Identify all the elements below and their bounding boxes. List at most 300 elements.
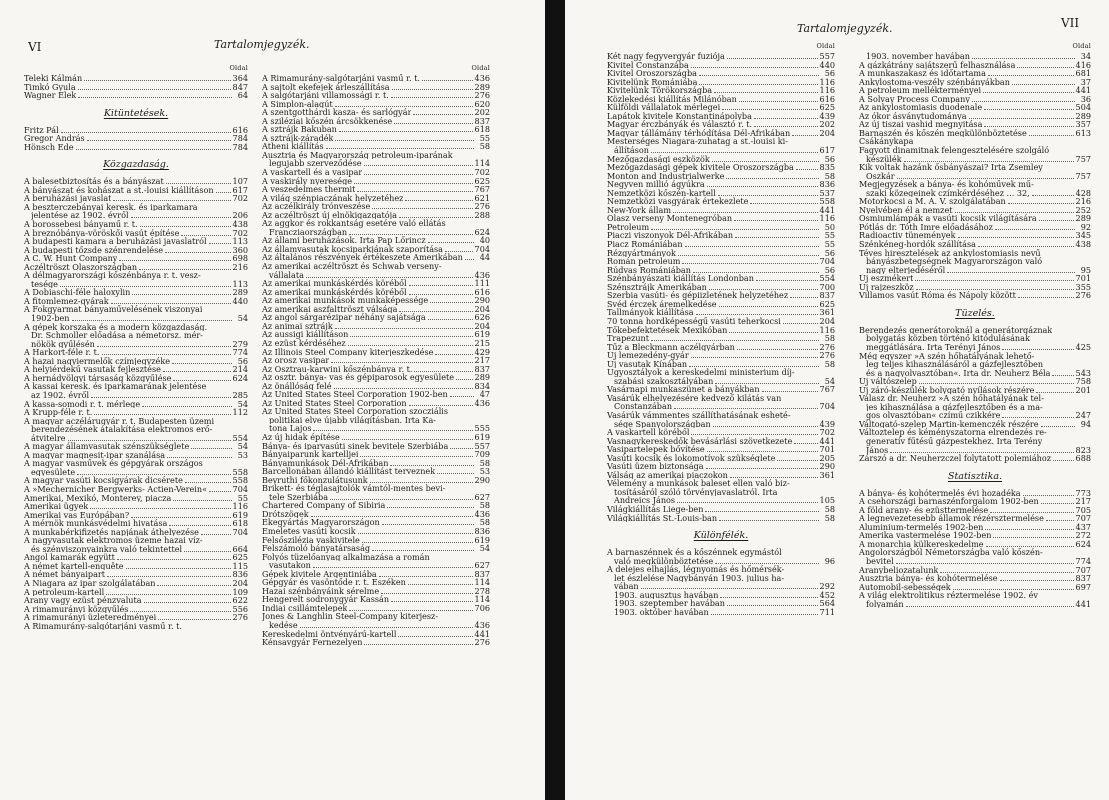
page-gutter — [545, 0, 565, 800]
entry-page-number: 617 — [819, 145, 835, 156]
index-entry — [607, 206, 835, 215]
dot-leader — [727, 53, 818, 59]
index-entry — [262, 100, 490, 109]
dot-leader — [72, 315, 232, 321]
entry-page-number: 56 — [824, 247, 835, 258]
running-head-right: Tartalomjegyzék. — [797, 22, 893, 35]
dot-leader — [445, 246, 473, 252]
dot-leader — [727, 600, 818, 606]
entry-page-number: 272 — [1075, 530, 1091, 541]
dot-leader — [990, 507, 1073, 513]
entry-page-number: 205 — [819, 452, 835, 463]
entry-title: Még egyszer »A szén hőhatályának lehető- — [859, 351, 1035, 361]
index-entry — [607, 172, 835, 181]
index-entry — [859, 249, 1091, 258]
index-entry — [859, 360, 1091, 369]
entry-page-number: 361 — [819, 307, 835, 318]
entry-title: Mezőgazdasági gépek kivitele Oroszországba — [607, 163, 794, 172]
entry-page-number: 64 — [237, 90, 248, 101]
index-entry — [24, 596, 248, 605]
entry-page-number: 214 — [232, 364, 248, 375]
index-entry — [859, 240, 1091, 249]
entry-title: Tűz a Bleckmann aczélgyárban — [607, 342, 735, 352]
entry-title: A Rimamurány-salgótarjáni vasmű r. t. — [262, 74, 420, 83]
dot-leader — [673, 207, 818, 213]
entry-page-number: 543 — [1075, 367, 1091, 378]
entry-title: A munkaszakasz és időtartama — [859, 69, 986, 78]
index-entry — [24, 305, 248, 314]
index-entry — [24, 605, 248, 614]
index-entry — [859, 146, 1091, 155]
index-entry — [859, 420, 1091, 429]
column-header-oldal: Oldal — [1072, 42, 1091, 50]
dot-leader — [958, 232, 1074, 238]
entry-page-number: 116 — [232, 501, 248, 512]
index-entry — [262, 245, 490, 254]
entry-title: Új rajzeszköz — [859, 282, 914, 292]
entry-title: Kereskedelmi öntvényárú-kartell — [262, 629, 397, 639]
index-entry — [859, 583, 1091, 592]
dot-leader — [209, 486, 231, 492]
entry-title: A fitomlemez-gyárak — [24, 296, 109, 306]
dot-leader — [409, 400, 473, 406]
dot-leader — [216, 187, 231, 193]
index-entry — [262, 236, 490, 245]
entry-page-number: 836 — [474, 525, 490, 536]
entry-title: A világ elektrolitikus réztermelése 1902. év — [859, 591, 1038, 600]
index-entry — [24, 280, 248, 289]
entry-page-number: 289 — [474, 81, 490, 92]
index-entry — [607, 394, 835, 403]
entry-title: Román petroleum — [607, 257, 681, 266]
index-entry — [262, 365, 490, 374]
entry-title: Hazai szénbányáink sérelme — [262, 586, 380, 596]
entry-title: Amerika vastermelése 1902-ben — [859, 531, 992, 540]
entry-page-number: 436 — [474, 73, 490, 83]
index-entry — [262, 604, 490, 613]
index-entry — [24, 417, 248, 426]
entry-title: A mérnök munkásvédelmi hivatása — [24, 519, 168, 528]
entry-title: egyesülete — [31, 467, 76, 477]
dot-leader — [682, 258, 817, 264]
index-entry — [607, 343, 835, 352]
index-entry — [859, 394, 1091, 403]
dot-leader — [712, 156, 819, 162]
index-entry — [859, 369, 1091, 378]
entry-page-number: 34 — [1080, 51, 1091, 61]
entry-page-number: 617 — [232, 184, 248, 195]
entry-title: Rézgyártmányok — [607, 248, 676, 258]
entry-page-number: 707 — [1075, 513, 1091, 524]
index-entry — [262, 424, 490, 433]
entry-title: Az aggkor és rokkantság esetére való ellátás — [262, 219, 446, 228]
entry-title: A barnaszénnek és a kőszénnek egymástól — [607, 548, 782, 557]
dot-leader — [350, 331, 472, 337]
entry-title: és a nagyolvasztóban«. Irta dr. Neuherz Béla — [866, 368, 1051, 378]
entry-title: gos olvasztóban« czímű czikkére — [866, 411, 1001, 420]
entry-title: A C. W. Hunt Company — [24, 254, 118, 263]
entry-title: Az új tiszai vashid megnyitása — [859, 120, 983, 129]
entry-page-number: 276 — [232, 612, 248, 623]
dot-leader — [326, 143, 474, 149]
dot-leader — [172, 358, 232, 364]
entry-title: Szénbányászati kiállítás Londonban — [607, 274, 754, 283]
entry-page-number: 114 — [474, 577, 490, 588]
entry-title: Petroleum — [607, 222, 650, 232]
index-entry — [859, 574, 1091, 583]
dot-leader — [313, 425, 472, 431]
entry-page-number: 704 — [819, 256, 835, 267]
entry-title: 1902-ben — [31, 314, 70, 323]
index-entry — [24, 476, 248, 485]
dot-leader — [651, 224, 819, 230]
dot-leader — [699, 79, 817, 85]
index-entry — [607, 411, 835, 420]
entry-title: A nagyvasutak elektromos üzeme hazai víz- — [24, 536, 203, 545]
index-entry — [262, 612, 490, 621]
dot-leader — [677, 497, 817, 503]
dot-leader — [391, 92, 473, 98]
entry-page-number: 58 — [824, 358, 835, 369]
index-entry — [24, 494, 248, 503]
entry-page-number: 664 — [232, 543, 248, 554]
entry-title: Fagyott dinamitnak felengesztelésére szolgáló — [859, 146, 1050, 155]
entry-page-number: 625 — [819, 298, 835, 309]
index-entry — [262, 151, 490, 160]
entry-page-number: 55 — [237, 492, 248, 503]
index-entry — [607, 488, 835, 497]
index-entry — [262, 228, 490, 237]
index-entry — [24, 340, 248, 349]
entry-title: Mezőgazdasági eszközök — [607, 154, 710, 164]
dot-leader — [306, 272, 473, 278]
dot-leader — [97, 341, 231, 347]
index-entry — [262, 296, 490, 305]
dot-leader — [364, 639, 472, 645]
dot-leader — [794, 438, 817, 444]
index-entry — [24, 588, 248, 597]
index-entry — [24, 254, 248, 263]
index-entry — [24, 613, 248, 622]
index-entry — [859, 489, 1091, 498]
index-entry — [24, 425, 248, 434]
entry-title: Új eszmékert — [859, 274, 914, 283]
index-entry — [859, 223, 1091, 232]
dot-leader — [972, 53, 1075, 59]
dot-leader — [372, 203, 472, 209]
entry-title: A monarchia külkereskedelme — [859, 539, 984, 549]
entry-page-number: 345 — [1075, 230, 1091, 241]
entry-title: A balesetbiztosítás és a bányászat — [24, 177, 164, 186]
entry-title: Wagner Elek — [24, 91, 77, 100]
index-entry — [859, 343, 1091, 352]
entry-title: A munkabérkifizetés napjának áthelyezése — [24, 527, 199, 537]
entry-page-number: 624 — [232, 372, 248, 383]
entry-title: szabási szakosztályában — [614, 376, 714, 386]
index-entry — [607, 479, 835, 488]
dot-leader — [1002, 412, 1073, 418]
entry-page-number: 54 — [237, 398, 248, 409]
index-entry — [607, 129, 835, 138]
entry-title: Új váltószelep — [859, 377, 917, 386]
entry-title: A német kartell-enquête — [24, 561, 124, 571]
entry-title: Brikett- és téglasajtolók vámtól-mentes bevi- — [262, 484, 446, 493]
entry-page-number: 116 — [819, 85, 835, 96]
index-entry — [24, 331, 248, 340]
entry-title: Az United States Steel Corporation szocziális — [262, 407, 449, 416]
dot-leader — [339, 126, 473, 132]
index-entry — [859, 52, 1091, 61]
dot-leader — [1032, 190, 1074, 196]
dot-leader — [953, 584, 1074, 590]
index-entry — [262, 416, 490, 425]
entry-page-number: 112 — [232, 407, 248, 418]
dot-leader — [1053, 455, 1074, 461]
index-entry — [262, 536, 490, 545]
entry-title: nökök gyűlésén — [31, 339, 95, 349]
dot-leader — [131, 212, 231, 218]
index-entry — [607, 95, 835, 104]
dot-leader — [362, 537, 473, 543]
dot-leader — [1039, 215, 1074, 221]
dot-leader — [357, 186, 472, 192]
entry-page-number: 37 — [1080, 76, 1091, 87]
entry-title: Svéd érczek áremelkedése — [607, 299, 717, 309]
entry-page-number: 276 — [474, 637, 490, 648]
entry-title: Az amerikai munkáskérdés köréből — [262, 287, 407, 297]
index-entry — [262, 356, 490, 365]
entry-page-number: 54 — [824, 375, 835, 386]
entry-title: vállalata — [269, 270, 304, 280]
entry-title: berendezésének átalakítása elektromos erő- — [31, 425, 213, 434]
entry-title: 70 tonna hordképességű vasúti teherkocsi — [607, 316, 781, 326]
index-entry — [262, 630, 490, 639]
index-entry — [607, 197, 835, 206]
dot-leader — [734, 215, 817, 221]
entry-title: Ügyosztályok a kereskedelmi ministerium díj- — [607, 368, 795, 377]
index-entry — [859, 155, 1091, 164]
dot-leader — [762, 386, 818, 392]
index-entry — [24, 579, 248, 588]
entry-page-number: 438 — [232, 219, 248, 230]
entry-title: Vasipartelepek bővítése — [607, 445, 705, 454]
dot-leader — [1046, 515, 1074, 521]
entry-title: politikai elve újabb világításban. Irta Ka- — [269, 415, 437, 425]
entry-page-number: 290 — [474, 474, 490, 485]
entry-title: A magyar vasúti kocsigyárak dicsérete — [24, 476, 183, 485]
entry-page-number: 564 — [819, 598, 835, 609]
entry-title: A rimamurányi közgyűlés — [24, 604, 129, 614]
index-entry — [262, 476, 490, 485]
entry-page-number: 706 — [474, 602, 490, 613]
index-entry — [262, 561, 490, 570]
entry-page-number: 701 — [819, 444, 835, 455]
entry-page-number: 558 — [232, 466, 248, 477]
index-entry — [24, 271, 248, 280]
index-entry — [24, 194, 248, 203]
index-entry — [607, 103, 835, 112]
entry-title: sége Spanyolországban — [614, 419, 711, 429]
entry-title: Vasárnapi munkaszünet a bányákban — [607, 385, 760, 394]
entry-title: A Harkort-féle r. t. — [24, 348, 100, 357]
dot-leader — [209, 238, 231, 244]
index-entry — [262, 527, 490, 536]
dot-leader — [372, 545, 474, 551]
entry-page-number: 429 — [474, 346, 490, 357]
dot-leader — [750, 198, 817, 204]
index-entry — [607, 69, 835, 78]
entry-title: bányászbetegségnek Magyarországon való — [866, 257, 1043, 266]
entry-title: A Niagara az ipar szolgálatában — [24, 578, 156, 588]
entry-page-number: 437 — [1075, 521, 1091, 532]
index-entry — [607, 231, 835, 240]
entry-title: Pótlás dr. Tóth Imre előadásához — [859, 222, 993, 232]
dot-leader — [719, 515, 819, 521]
index-entry — [262, 587, 490, 596]
dot-leader — [993, 532, 1073, 538]
entry-page-number: 438 — [1075, 239, 1091, 250]
entry-title: Az államvasutak kocsiparkjának szaporítása — [262, 244, 443, 254]
dot-leader — [983, 87, 1073, 93]
entry-title: A Dobiaschi-féle haloxylin — [24, 288, 131, 297]
entry-page-number: 54 — [237, 441, 248, 452]
entry-title: A gépek korszaka és a modern közgazdaság. — [24, 322, 208, 332]
index-entry — [607, 428, 835, 437]
entry-page-number: 289 — [232, 287, 248, 298]
index-entry — [607, 565, 835, 574]
index-entry — [607, 155, 835, 164]
entry-title: bolygatás közben történő kitódulásának — [866, 334, 1030, 343]
entry-title: A Rimamurány-salgótarjáni vasmű r. t. — [24, 621, 182, 631]
index-column-3 — [607, 40, 835, 800]
entry-page-number: 847 — [232, 81, 248, 92]
index-entry — [24, 211, 248, 220]
entry-page-number: 688 — [1075, 453, 1091, 464]
index-entry — [24, 391, 248, 400]
entry-title: A rimamurányi üzleteredményei — [24, 613, 157, 622]
index-entry — [607, 189, 835, 198]
index-entry — [24, 177, 248, 186]
entry-page-number: 204 — [474, 303, 490, 314]
index-entry — [262, 553, 490, 562]
index-entry — [24, 528, 248, 537]
index-entry — [262, 219, 490, 228]
entry-title: A veszedelmes thermit — [262, 185, 356, 194]
dot-leader — [651, 335, 819, 341]
entry-title: A sajtolt ekefejek árleszállítása — [262, 82, 390, 92]
entry-title: A Solvay Process Company — [859, 94, 970, 104]
entry-page-number: 292 — [819, 581, 835, 592]
index-entry — [24, 408, 248, 417]
index-entry — [859, 411, 1091, 420]
entry-title: Andreics János — [614, 496, 676, 505]
entry-page-number: 626 — [474, 312, 490, 323]
index-entry — [262, 407, 490, 416]
index-entry — [607, 557, 835, 566]
index-entry — [859, 129, 1091, 138]
dot-leader — [157, 580, 230, 586]
entry-title: Tallmányok kiállítása — [607, 308, 694, 317]
column-header-oldal: Oldal — [471, 64, 490, 72]
entry-page-number: 56 — [824, 68, 835, 79]
dot-leader — [783, 318, 818, 324]
dot-leader — [705, 506, 819, 512]
entry-title: A magyar aczélárugyár r. t. Budapesten üzemi — [24, 416, 215, 426]
index-entry — [24, 502, 248, 511]
dot-leader — [413, 109, 472, 115]
entry-page-number: 440 — [819, 59, 835, 70]
entry-page-number: 58 — [479, 457, 490, 468]
dot-leader — [342, 434, 473, 440]
entry-page-number: 204 — [819, 315, 835, 326]
dot-leader — [313, 562, 473, 568]
index-entry — [262, 168, 490, 177]
entry-title: Az ankylostomiasis duodenale — [859, 103, 983, 112]
dot-leader — [1041, 498, 1074, 504]
index-entry — [607, 112, 835, 121]
entry-page-number: 702 — [819, 427, 835, 438]
dot-leader — [201, 529, 231, 535]
dot-leader — [984, 104, 1073, 110]
dot-leader — [693, 267, 819, 273]
index-entry — [859, 377, 1091, 386]
entry-page-number: 58 — [479, 517, 490, 528]
dot-leader — [90, 503, 230, 509]
index-entry — [24, 91, 248, 100]
entry-title: A legnevezetesebb államok rézérsztermelése — [859, 514, 1044, 523]
dot-leader — [390, 460, 474, 466]
dot-leader — [84, 75, 230, 81]
entry-page-number: 837 — [1075, 573, 1091, 584]
index-entry — [859, 163, 1091, 172]
entry-page-number: 774 — [1075, 555, 1091, 566]
entry-title: A magyar magnesit-ipar szanálása — [24, 450, 166, 460]
dot-leader — [719, 301, 818, 307]
dot-leader — [1000, 575, 1074, 581]
index-entry — [262, 159, 490, 168]
entry-page-number: 439 — [819, 418, 835, 429]
entry-page-number: 618 — [474, 124, 490, 135]
entry-title: A salgótarjáni villamossági r. t. — [262, 91, 389, 100]
dot-leader — [422, 75, 473, 81]
index-entry — [859, 112, 1091, 121]
entry-page-number: 702 — [474, 167, 490, 178]
entry-page-number: 767 — [474, 184, 490, 195]
entry-page-number: 56 — [824, 264, 835, 275]
dot-leader — [428, 237, 474, 243]
entry-title: Az United States Steel Corporation 1902-ben — [262, 390, 448, 399]
entry-title: Új vasutak Kínában — [607, 359, 688, 369]
page-folio-left: VI — [28, 40, 42, 54]
entry-title: János — [866, 445, 889, 455]
page-folio-right: VII — [1061, 16, 1080, 30]
dot-leader — [691, 352, 818, 358]
dot-leader — [437, 468, 474, 474]
entry-title: A kassa-somodi r. t. mérlege — [24, 399, 141, 409]
entry-title: A budapesti kamara a beruházási javaslatról — [24, 237, 207, 246]
entry-title: Gépek kivitele Argentiniába — [262, 569, 377, 579]
entry-title: Szénkéneg-hordók szállítása — [859, 240, 976, 249]
index-entry — [859, 531, 1091, 540]
index-entry — [859, 386, 1091, 395]
dot-leader — [947, 267, 1075, 273]
dot-leader — [408, 579, 473, 585]
index-entry — [24, 434, 248, 443]
dot-leader — [715, 558, 819, 564]
entry-page-number: 285 — [232, 389, 248, 400]
entry-page-number: 202 — [819, 119, 835, 130]
entry-page-number: 836 — [232, 569, 248, 580]
